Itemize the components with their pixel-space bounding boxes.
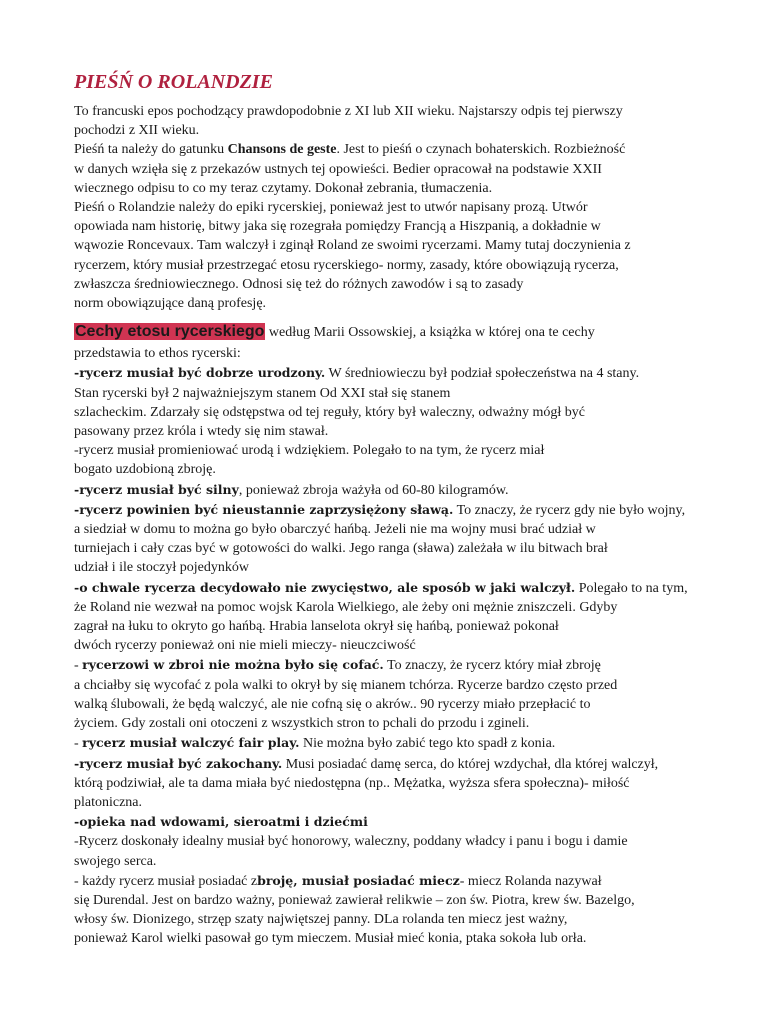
trait-no-retreat xyxy=(74,655,704,733)
trait-text: , ponieważ zbroja ważyła od 60-80 kilogramów. xyxy=(238,482,509,498)
trait-in-love xyxy=(74,754,704,813)
text-line: zwłaszcza średniowiecznego. Odnosi się też do różnych zawodów i są to zasady xyxy=(74,276,524,292)
trait-text: To znaczy, że rycerz gdy nie było wojny, xyxy=(453,502,686,518)
text-line: a siedział w domu to można go było obarczyć hańbą. Jeżeli nie ma wojny musi brać udział w xyxy=(74,522,596,538)
trait-text: - miecz Rolanda nazywał xyxy=(459,873,602,889)
text-line: wąwozie Roncevaux. Tam walczył i zginął Roland ze swoimi rycerzami. Mamy tutaj doczynienia z xyxy=(74,238,631,254)
text-line xyxy=(74,480,704,500)
text-line: opowiada nam historię, bitwy jaka się rozegrała pomiędzy Francją a Hiszpanią, a dokładnie w xyxy=(74,219,601,235)
trait-title: rycerzowi w zbroi nie można było się cofać. xyxy=(82,657,384,673)
document-title: PIEŚŃ O ROLANDZIE xyxy=(74,71,273,93)
trait-prefix: - xyxy=(74,736,83,752)
text-line: że Roland nie wezwał na pomoc wojsk Karola Wielkiego, ale żeby oni mężnie zniszczeli. Gdyby xyxy=(74,599,618,615)
text-line xyxy=(74,363,704,383)
trait-fair-play xyxy=(74,733,704,753)
text-line xyxy=(74,655,704,675)
trait-ideal-knight xyxy=(74,832,704,870)
text-line: bogato uzdobioną zbroję. xyxy=(74,462,216,478)
text-line: zagrał na łuku to okryto go hańbą. Hrabia lanselota okrył się hańbą, ponieważ pokonał xyxy=(74,619,559,635)
text-line: szlacheckim. Zdarzały się odstępstwa od tej reguły, który był waleczny, odważny mógł być xyxy=(74,404,585,420)
text-line xyxy=(74,140,704,159)
text-line: Stan rycerski był 2 najważniejszym stanem Od XXI stał się stanem xyxy=(74,385,451,401)
text-line: pochodzi z XII wieku. xyxy=(74,123,200,139)
trait-title: rycerz musiał walczyć fair play. xyxy=(82,735,300,751)
trait-title: -rycerz powinien być nieustannie zaprzysiężony sławą. xyxy=(74,501,454,517)
trait-fighting-manner xyxy=(74,578,704,656)
trait-text: To znaczy, że rycerz który miał zbroję xyxy=(383,658,601,674)
text-line: platoniczna. xyxy=(74,794,143,810)
trait-title: -rycerz musiał być dobrze urodzony. xyxy=(74,365,326,381)
text-line xyxy=(74,871,704,891)
trait-title: -opieka nad wdowami, sieroatmi i dziećmi xyxy=(74,814,368,830)
text-line: się Durendal. Jest on bardzo ważny, ponieważ zawierał relikwie – zon św. Piotra, krew św. Bazelgo, xyxy=(74,892,635,908)
trait-text: W średniowieczu był podział społeczeństwa na 4 stany. xyxy=(325,366,640,382)
text-line xyxy=(74,754,704,774)
text-line: którą podziwiał, ale ta dama miała być niedostępna (np.. Mężatka, wyższa sfera społeczna)- miłość xyxy=(74,775,630,791)
text-line: -Rycerz doskonały idealny musiał być honorowy, waleczny, poddany władcy i panu i bogu i damie xyxy=(74,834,628,850)
trait-text: Polegało to na tym, xyxy=(575,580,688,596)
text-line: rycerzem, który musiał przestrzegać etosu rycerskiego- normy, zasady, które obowiązują rycerza, xyxy=(74,257,619,273)
trait-title: -o chwale rycerza decydowało nie zwycięstwo, ale sposób w jaki walczył. xyxy=(74,579,576,595)
text-line: dwóch rycerzy ponieważ oni nie mieli mieczy- nieuczciwość xyxy=(74,638,416,654)
text-line: To francuski epos pochodzący prawdopodobnie z XI lub XII wieku. Najstarszy odpis tej pierwszy xyxy=(74,104,623,119)
trait-text: Nie można było zabić tego kto spadł z konia. xyxy=(299,736,556,752)
genre-name: Chansons de geste xyxy=(227,142,337,158)
trait-armor-sword xyxy=(74,871,704,949)
trait-title: -rycerz musiał być zakochany. xyxy=(74,755,283,771)
text-line: w danych wzięła się z przekazów ustnych tej opowieści. Bedier opracował na podstawie XXII xyxy=(74,161,602,177)
text-line: swojego serca. xyxy=(74,853,157,869)
text-line: a chciałby się wycofać z pola walki to okrył by się mianem tchórza. Rycerze bardzo często przed xyxy=(74,677,618,693)
section-heading-suffix: według Marii Ossowskiej, a książka w której ona te cechy xyxy=(265,325,595,341)
trait-strength xyxy=(74,480,704,500)
genre-suffix: . Jest to pieśń o czynach bohaterskich. Rozbieżność xyxy=(336,142,626,158)
text-line xyxy=(74,500,704,520)
text-line: ponieważ Karol wielki pasował go tym mieczem. Musiał mieć konia, ptaka sokoła lub orła. xyxy=(74,931,587,947)
text-line xyxy=(74,812,704,832)
section-heading-paragraph xyxy=(74,321,704,363)
trait-title: -rycerz musiał być silny xyxy=(74,481,239,497)
text-line: norm obowiązujące daną profesję. xyxy=(74,296,267,312)
text-line: włosy św. Dionizego, strzęp szaty najwiętszej panny. DLa rolanda ten miecz jest ważny, xyxy=(74,912,568,928)
trait-text: Musi posiadać damę serca, do której wzdychał, dla której walczył, xyxy=(282,756,659,772)
text-line: turniejach i cały czas być w gotowości do walki. Jego ranga (sława) zależała w ilu bitwach brał xyxy=(74,541,608,557)
section-heading: Cechy etosu rycerskiego xyxy=(75,323,265,341)
trait-birth xyxy=(74,363,704,441)
text-line: przedstawia to ethos rycerski: xyxy=(74,346,241,362)
text-line: wiecznego odpisu to co my teraz czytamy. Dokonał zebrania, tłumaczenia. xyxy=(74,180,493,196)
text-line xyxy=(74,321,704,344)
trait-glory xyxy=(74,500,704,578)
genre-prefix: Pieśń ta należy do gatunku xyxy=(74,142,228,158)
trait-care xyxy=(74,812,704,832)
text-line: Pieśń o Rolandzie należy do epiki rycerskiej, ponieważ jest to utwór napisany prozą. Utwór xyxy=(74,200,588,216)
text-line: walką ślubowali, że będą walczyć, ale nie cofną się o akrów.. 90 rycerzy miało przepłacić to xyxy=(74,696,591,712)
trait-beauty xyxy=(74,441,704,479)
text-line: -rycerz musiał promieniować urodą i wdziękiem. Polegało to na tym, że rycerz miał xyxy=(74,443,545,459)
trait-prefix: - xyxy=(74,658,83,674)
text-line: pasowany przez króla i wtedy się nim stawał. xyxy=(74,424,329,440)
genre-paragraph xyxy=(74,140,704,198)
document-page xyxy=(74,62,704,949)
text-line: udział i ile stoczył pojedynków xyxy=(74,560,249,576)
trait-title: broję, musiał posiadać miecz xyxy=(257,872,460,888)
intro-paragraph xyxy=(74,102,704,140)
epic-paragraph xyxy=(74,198,704,313)
trait-prefix: - każdy rycerz musiał posiadać z xyxy=(74,873,258,889)
text-line xyxy=(74,578,704,598)
text-line xyxy=(74,733,704,753)
text-line: życiem. Gdy zostali oni otoczeni z wszystkich stron to pchali do przodu i zgineli. xyxy=(74,716,530,732)
